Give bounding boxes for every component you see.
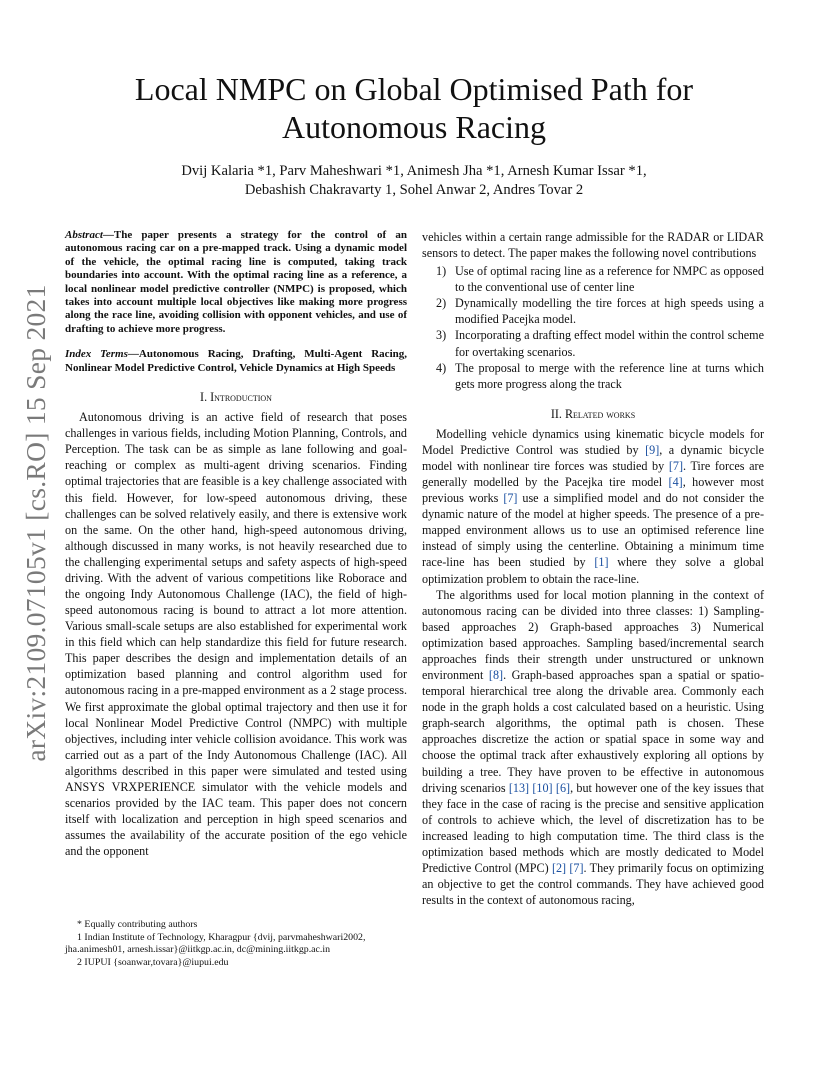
citation-link[interactable]: [7] <box>569 860 584 875</box>
list-item-number: 3) <box>436 328 447 343</box>
text-run: . Graph-based approaches span a spatial or spatio-temporal hierarchical tree along the drivable area. Commonly each node in the graph holds a cost calculated based on a heuristic. Using graph-search algorithms, the optimal path is chosen. These approaches discretize the action or spatial space in some way and choose the optimal track after exhaustively exploring all options by building a tree. They have proven to be effective in autonomous driving scenarios <box>422 668 764 795</box>
list-item <box>422 327 764 359</box>
text-run: where they solve a global optimization problem to obtain the race-line. <box>422 555 764 586</box>
footnote-equal-contribution: * Equally contributing authors <box>77 919 198 930</box>
introduction-paragraph: Autonomous driving is an active field of research that poses challenges in various fields, including Motion Planning, Controls, and Perception. The task can be as simple as lane following and goal-reaching or complex as multi-agent driving scenarios. Finding optimal trajectories that are feasible is a key challenge associated with this field. However, for low-speed autonomous driving, these challenges can be solved relatively easily, and there is extensive work on the same. On the other hand, high-speed autonomous driving, although discussed in many works, is not heavily researched due to the challenging experimental setups and safety aspects of high-speed driving. With the advent of various competitions like Roborace and the ongoing Indy Autonomous Challenge (IAC), the field of high-speed autonomous racing is bound to attract a lot more attention. Various small-scale setups are also established for experimental work in this field which can help standardize this field for future research. This paper describes the design and implementation details of an optimization based planning and control algorithm used for autonomous racing in a pre-mapped environment as a 2 stage process. We first approximate the global optimal trajectory and then use it for local Nonlinear Model Predictive Control (NMPC) with multiple objectives, including inter vehicle collision avoidance. This work was carried out as a part of the Indy Autonomous Challenge (IAC). All algorithms described in this paper were simulated and tested using ANSYS VRXPERIENCE simulator with the vehicle models and scenarios provided by the IAC team. This paper does not concern itself with localization and perception in high speed scenarios and assumes the availability of the accurate position of the ego vehicle and the opponent <box>65 410 407 859</box>
list-item-number: 4) <box>436 360 447 375</box>
list-item-text: Incorporating a drafting effect model within the control scheme for overtaking scenarios. <box>455 328 764 359</box>
left-column <box>65 229 407 859</box>
footnote-affiliation-iupui: 2 IUPUI {soanwar,tovara}@iupui.edu <box>77 956 229 968</box>
index-terms-text: —Autonomous Racing, Drafting, Multi-Agent Racing, Nonlinear Model Predictive Control, Vehicle Dynamics at High Speeds <box>65 348 407 374</box>
authors-line-1: Dvij Kalaria *1, Parv Maheshwari *1, Animesh Jha *1, Arnesh Kumar Issar *1, <box>181 163 647 179</box>
paper-title <box>60 70 768 146</box>
footnote-affiliation-iitkgp: 1 Indian Institute of Technology, Kharagpur {dvij, parvmaheshwari2002, <box>77 931 366 943</box>
section-2-number: II. <box>550 406 565 421</box>
text-run: use a simplified model and do not consider the dynamic nature of the model at higher speeds. The presence of a pre-mapped environment allows us to use an optimised reference line instead of simply using the centerline. Obtaining a minimum time race-line has been studied by <box>422 491 764 570</box>
section-1-title: Introduction <box>210 390 272 405</box>
footnote-affiliation-iitkgp-emails: jha.animesh01, arnesh.issar}@iitkgp.ac.in, dc@mining.iitkgp.ac.in <box>65 944 331 956</box>
citation-link[interactable]: [2] <box>551 860 567 875</box>
text-run: . Tire forces are generally modelled by the Pacejka tire model <box>422 459 764 490</box>
text-run: The algorithms used for local motion planning in the context of autonomous racing can be divided into three classes: 1) Sampling-based approaches 2) Graph-based approaches 3) Numerical optimization based approaches. Sampling based/incremental search approaches finds their strength under unstructured or unknown environment <box>422 587 764 683</box>
footnotes <box>65 919 410 969</box>
text-run: , a dynamic bicycle model with nonlinear tire forces was studied by <box>422 442 764 474</box>
contribution-list <box>422 263 764 392</box>
list-item-text: Use of optimal racing line as a reference for NMPC as opposed to the conventional use of center line <box>455 264 764 295</box>
citation-link[interactable]: [7] <box>668 459 683 474</box>
citation-link[interactable]: [9] <box>645 442 660 457</box>
abstract <box>65 229 407 336</box>
list-item-text: The proposal to merge with the reference line at turns which gets more progress along the track <box>455 360 764 391</box>
index-terms <box>65 348 407 375</box>
citation-link[interactable]: [13] <box>508 780 530 795</box>
citation-link[interactable]: [10] <box>532 780 553 795</box>
arxiv-identifier <box>14 284 58 762</box>
introduction-continued: vehicles within a certain range admissible for the RADAR or LIDAR sensors to detect. The paper makes the following novel contributions <box>422 230 764 261</box>
author-list <box>60 162 768 199</box>
list-item-text: Dynamically modelling the tire forces at high speeds using a modified Pacejka model. <box>455 296 764 327</box>
text-run: Modelling vehicle dynamics using kinematic bicycle models for Model Predictive Control was studied by <box>422 426 764 457</box>
title-line-2: Autonomous Racing <box>282 109 546 145</box>
list-item <box>422 295 764 327</box>
section-heading-introduction <box>65 389 407 405</box>
arxiv-id-text: arXiv:2109.07105v1 [cs.RO] 15 Sep 2021 <box>20 284 51 762</box>
text-run: . They primarily focus on optimizing an objective to get the control commands. They have achieved good results in the context of autonomous racing, <box>422 860 764 908</box>
citation-link[interactable]: [6] <box>555 780 571 795</box>
citation-link[interactable]: [7] <box>503 491 518 506</box>
section-2-title: Related works <box>564 406 636 421</box>
list-item <box>422 360 764 392</box>
index-terms-label: Index Terms <box>65 348 128 361</box>
title-line-1: Local NMPC on Global Optimised Path for <box>134 71 694 107</box>
related-works-paragraph-1 <box>422 426 764 587</box>
section-heading-related-works <box>422 406 764 422</box>
citation-link[interactable]: [8] <box>488 668 504 683</box>
right-column <box>422 229 764 908</box>
list-item-number: 2) <box>436 296 447 311</box>
section-1-number: I. <box>200 390 211 405</box>
citation-link[interactable]: [4] <box>668 475 683 490</box>
list-item <box>422 263 764 295</box>
authors-line-2: Debashish Chakravarty 1, Sohel Anwar 2, Andres Tovar 2 <box>244 181 584 198</box>
text-run: , however most previous works <box>422 475 764 506</box>
abstract-label: Abstract <box>65 229 103 241</box>
list-item-number: 1) <box>436 264 447 279</box>
text-run: , but however one of the key issues that they face in the case of racing is the precise and sensitive application of controls to achieve which, the level of discretization has to be increased leading to high computation time. The third class is the optimization based methods which are mostly dedicated to Model Predictive Control (MPC) <box>422 780 764 875</box>
citation-link[interactable]: [1] <box>594 555 609 570</box>
abstract-text: —The paper presents a strategy for the control of an autonomous racing car on a pre-mapped track. Using a dynamic model of the vehicle, the optimal racing line is computed, taking track boundaries into account. With the optimal racing line as a reference, a local nonlinear model predictive controller (NMPC) is proposed, which takes into account multiple local objectives like making more progress along the race line, avoiding collision with opponent vehicles, and use of drafting to achieve more progress. <box>65 229 407 335</box>
related-works-paragraph-2 <box>422 587 764 909</box>
